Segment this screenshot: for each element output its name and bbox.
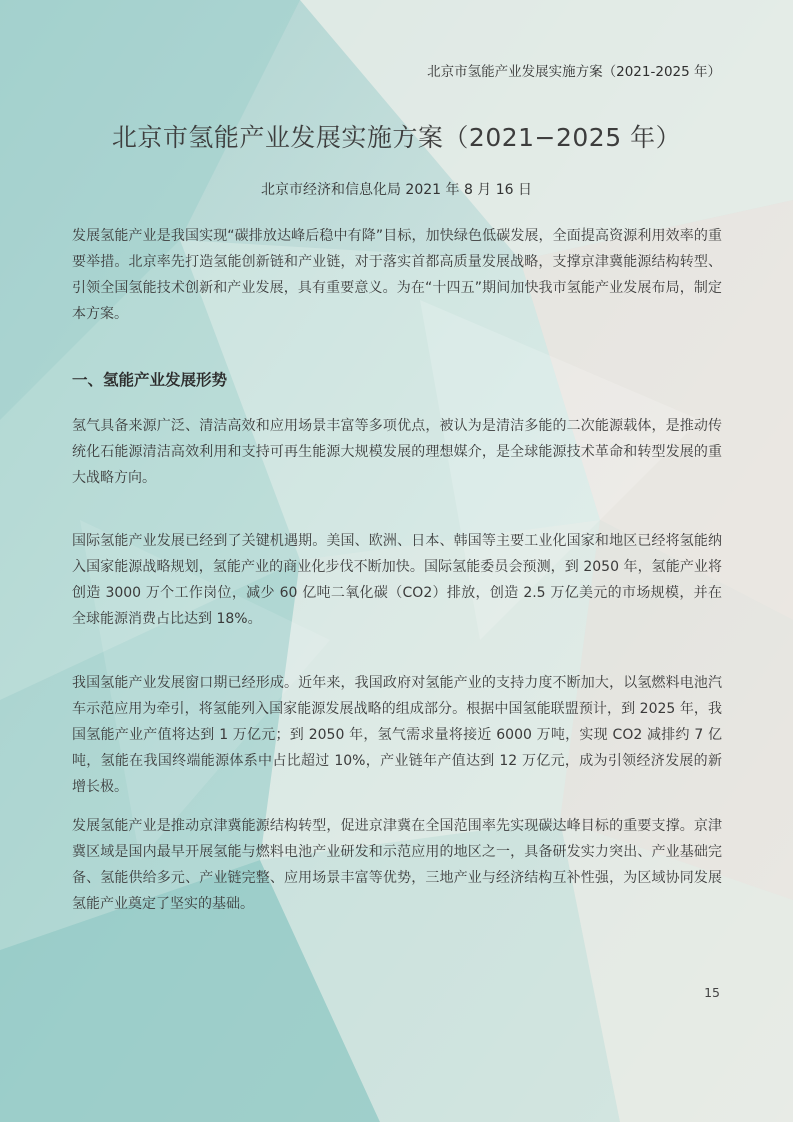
section-heading: 一、氢能产业发展形势	[72, 371, 228, 389]
body-paragraph-2: 国际氢能产业发展已经到了关键机遇期。美国、欧洲、日本、韩国等主要工业化国家和地区已经将氢能纳入国家能源战略规划，氢能产业的商业化步伐不断加快。国际氢能委员会预测，到 2050 年，氢能产业将创造 3000 万个工作岗位，减少 60 亿吨二氧化碳（CO2）排放，创造 2.5 万亿美元的市场规模，并在全球能源消费占比达到 18%。	[72, 533, 722, 627]
document-title: 北京市氢能产业发展实施方案（2021−2025 年）	[111, 123, 682, 152]
body-paragraph-1: 氢气具备来源广泛、清洁高效和应用场景丰富等多项优点，被认为是清洁多能的二次能源载体，是推动传统化石能源清洁高效利用和支持可再生能源大规模发展的理想媒介，是全球能源技术革命和转型发展的重大战略方向。	[72, 418, 722, 486]
document-subtitle: 北京市经济和信息化局 2021 年 8 月 16 日	[260, 182, 533, 198]
body-paragraph-3: 我国氢能产业发展窗口期已经形成。近年来，我国政府对氢能产业的支持力度不断加大，以氢燃料电池汽车示范应用为牵引，将氢能列入国家能源发展战略的组成部分。根据中国氢能联盟预计，到 2025 年，我国氢能产业产值将达到 1 万亿元；到 2050 年，氢气需求量将接近 6000 万吨，实现 CO2 减排约 7 亿吨，氢能在我国终端能源体系中占比超过 10%，产业链年产值达到 12 万亿元，成为引领经济发展的新增长极。	[72, 675, 722, 795]
body-paragraph-4: 发展氢能产业是推动京津冀能源结构转型，促进京津冀在全国范围率先实现碳达峰目标的重要支撑。京津冀区域是国内最早开展氢能与燃料电池产业研发和示范应用的地区之一，具备研发实力突出、产业基础完备、氢能供给多元、产业链完整、应用场景丰富等优势，三地产业与经济结构互补性强，为区域协同发展氢能产业奠定了坚实的基础。	[72, 818, 722, 912]
page-number: 15	[704, 985, 720, 1000]
running-header: 北京市氢能产业发展实施方案（2021-2025 年）	[427, 64, 721, 80]
intro-paragraph: 发展氢能产业是我国实现“碳排放达峰后稳中有降”目标，加快绿色低碳发展，全面提高资源利用效率的重要举措。北京率先打造氢能创新链和产业链，对于落实首都高质量发展战略，支撑京津冀能源结构转型、引领全国氢能技术创新和产业发展，具有重要意义。为在“十四五”期间加快我市氢能产业发展布局，制定本方案。	[72, 228, 722, 322]
